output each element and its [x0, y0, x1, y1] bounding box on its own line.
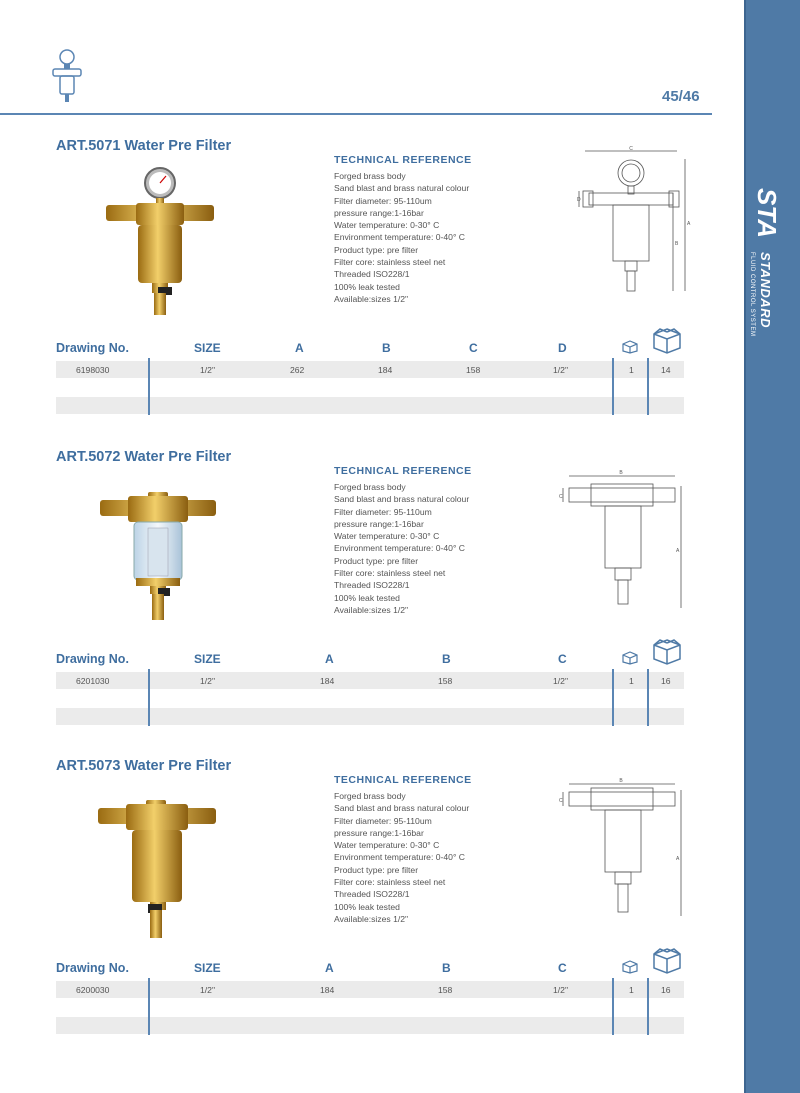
dim-label-a: A — [687, 221, 691, 227]
filter-icon — [50, 48, 84, 104]
product-image-5073 — [94, 798, 220, 943]
header-c: C — [469, 341, 478, 355]
spec-item: Filter diameter: 95-110um — [334, 195, 432, 206]
spec-item: Available:sizes 1/2" — [334, 913, 409, 924]
section-2-title: ART.5072 Water Pre Filter — [56, 449, 232, 465]
spec-item: Filter core: stainless steel net — [334, 877, 446, 888]
spec-item: 100% leak tested — [334, 592, 400, 603]
header-a: A — [325, 652, 334, 666]
section-3-table-header — [56, 961, 684, 979]
cell-drawing-no: 6200030 — [76, 985, 110, 995]
spec-item: Water temperature: 0-30° C — [334, 220, 440, 231]
cell-size: 1/2" — [200, 365, 215, 375]
cell-a: 184 — [320, 985, 335, 995]
spec-item: Filter diameter: 95-110um — [334, 506, 432, 517]
spec-item: Water temperature: 0-30° C — [334, 840, 440, 851]
inner-pack-icon — [622, 960, 638, 974]
section-1-table-header — [56, 341, 684, 359]
side-bar — [744, 0, 800, 1093]
cell-outer-qty: 16 — [661, 985, 671, 995]
brand-tagline: FLUID CONTROL SYSTEM — [749, 252, 755, 337]
spec-item: Threaded ISO228/1 — [334, 269, 410, 280]
inner-pack-icon — [622, 340, 638, 354]
cell-inner-qty: 1 — [629, 365, 634, 375]
section-3-empty-row — [56, 1017, 684, 1034]
cell-outer-qty: 14 — [661, 365, 671, 375]
header-b: B — [382, 341, 391, 355]
header-b: B — [442, 652, 451, 666]
section-2-specs — [334, 481, 469, 616]
section-2-table-header — [56, 652, 684, 670]
spec-item: Environment temperature: 0-40° C — [334, 232, 465, 243]
cell-c: 158 — [466, 365, 481, 375]
spec-item: Available:sizes 1/2" — [334, 293, 409, 304]
spec-item: Sand blast and brass natural colour — [334, 183, 470, 194]
cell-outer-qty: 16 — [661, 676, 671, 686]
spec-item: pressure range:1-16bar — [334, 207, 424, 218]
outer-carton-icon — [652, 638, 682, 666]
dim-label-c: C — [559, 798, 563, 804]
brand-name: STANDARD — [758, 252, 773, 328]
spec-item: Water temperature: 0-30° C — [334, 531, 440, 542]
spec-item: Sand blast and brass natural colour — [334, 803, 470, 814]
section-3-specs — [334, 790, 469, 925]
outer-carton-icon — [652, 947, 682, 975]
cell-b: 184 — [378, 365, 393, 375]
inner-pack-icon — [622, 651, 638, 665]
spec-item: Environment temperature: 0-40° C — [334, 543, 465, 554]
dim-label-a: A — [676, 548, 680, 554]
spec-item: Environment temperature: 0-40° C — [334, 852, 465, 863]
product-image-5071 — [100, 165, 220, 320]
section-2-row — [56, 672, 684, 689]
table-divider — [612, 978, 614, 1035]
header-c: C — [558, 652, 567, 666]
cell-inner-qty: 1 — [629, 676, 634, 686]
cell-inner-qty: 1 — [629, 985, 634, 995]
spec-item: Forged brass body — [334, 791, 406, 801]
table-divider — [647, 358, 649, 415]
cell-a: 184 — [320, 676, 335, 686]
table-divider — [148, 358, 150, 415]
header-size: SIZE — [194, 652, 221, 666]
spec-item: Sand blast and brass natural colour — [334, 494, 470, 505]
header-b: B — [442, 961, 451, 975]
section-1-title: ART.5071 Water Pre Filter — [56, 138, 232, 154]
section-2-tech-title: TECHNICAL REFERENCE — [334, 465, 472, 477]
table-divider — [148, 669, 150, 726]
spec-item: Product type: pre filter — [334, 555, 419, 566]
technical-drawing-5072 — [555, 466, 695, 616]
header-d: D — [558, 341, 567, 355]
technical-drawing-5073 — [555, 774, 695, 924]
section-1-specs — [334, 170, 469, 305]
header-drawing-no: Drawing No. — [56, 961, 129, 975]
cell-drawing-no: 6198030 — [76, 365, 110, 375]
dim-label-b: B — [619, 778, 623, 784]
table-divider — [612, 358, 614, 415]
sta-logo: STA — [752, 188, 782, 239]
cell-c: 1/2" — [553, 676, 568, 686]
technical-drawing-5071 — [575, 145, 695, 300]
table-divider — [148, 978, 150, 1035]
section-1-tech-title: TECHNICAL REFERENCE — [334, 154, 472, 166]
spec-item: Product type: pre filter — [334, 864, 419, 875]
table-divider — [647, 669, 649, 726]
table-divider — [612, 669, 614, 726]
section-1-empty-row — [56, 397, 684, 414]
spec-item: Filter core: stainless steel net — [334, 568, 446, 579]
spec-item: pressure range:1-16bar — [334, 827, 424, 838]
cell-size: 1/2" — [200, 676, 215, 686]
header-drawing-no: Drawing No. — [56, 341, 129, 355]
spec-item: Threaded ISO228/1 — [334, 889, 410, 900]
outer-carton-icon — [652, 327, 682, 355]
spec-item: 100% leak tested — [334, 281, 400, 292]
spec-item: Forged brass body — [334, 171, 406, 181]
section-1-row — [56, 361, 684, 378]
spec-item: Forged brass body — [334, 482, 406, 492]
cell-d: 1/2" — [553, 365, 568, 375]
header-size: SIZE — [194, 961, 221, 975]
table-divider — [647, 978, 649, 1035]
cell-c: 1/2" — [553, 985, 568, 995]
dim-label-d: D — [577, 197, 581, 203]
cell-size: 1/2" — [200, 985, 215, 995]
dim-label-b: B — [619, 470, 623, 476]
dim-label-c: C — [559, 494, 563, 500]
dim-label-c: C — [629, 146, 633, 152]
header-a: A — [325, 961, 334, 975]
header-drawing-no: Drawing No. — [56, 652, 129, 666]
cell-b: 158 — [438, 676, 453, 686]
spec-item: 100% leak tested — [334, 901, 400, 912]
header-a: A — [295, 341, 304, 355]
dim-label-a: A — [676, 856, 680, 862]
spec-item: Filter diameter: 95-110um — [334, 815, 432, 826]
section-2-empty-row — [56, 708, 684, 725]
header-c: C — [558, 961, 567, 975]
spec-item: pressure range:1-16bar — [334, 518, 424, 529]
header-divider — [0, 113, 712, 115]
spec-item: Available:sizes 1/2" — [334, 604, 409, 615]
spec-item: Threaded ISO228/1 — [334, 580, 410, 591]
section-3-tech-title: TECHNICAL REFERENCE — [334, 774, 472, 786]
spec-item: Product type: pre filter — [334, 244, 419, 255]
header-size: SIZE — [194, 341, 221, 355]
section-3-row — [56, 981, 684, 998]
cell-b: 158 — [438, 985, 453, 995]
section-3-title: ART.5073 Water Pre Filter — [56, 758, 232, 774]
cell-drawing-no: 6201030 — [76, 676, 110, 686]
spec-item: Filter core: stainless steel net — [334, 257, 446, 268]
cell-a: 262 — [290, 365, 305, 375]
dim-label-b: B — [675, 241, 679, 247]
page-number: 45/46 — [662, 88, 700, 105]
product-image-5072 — [96, 490, 220, 625]
